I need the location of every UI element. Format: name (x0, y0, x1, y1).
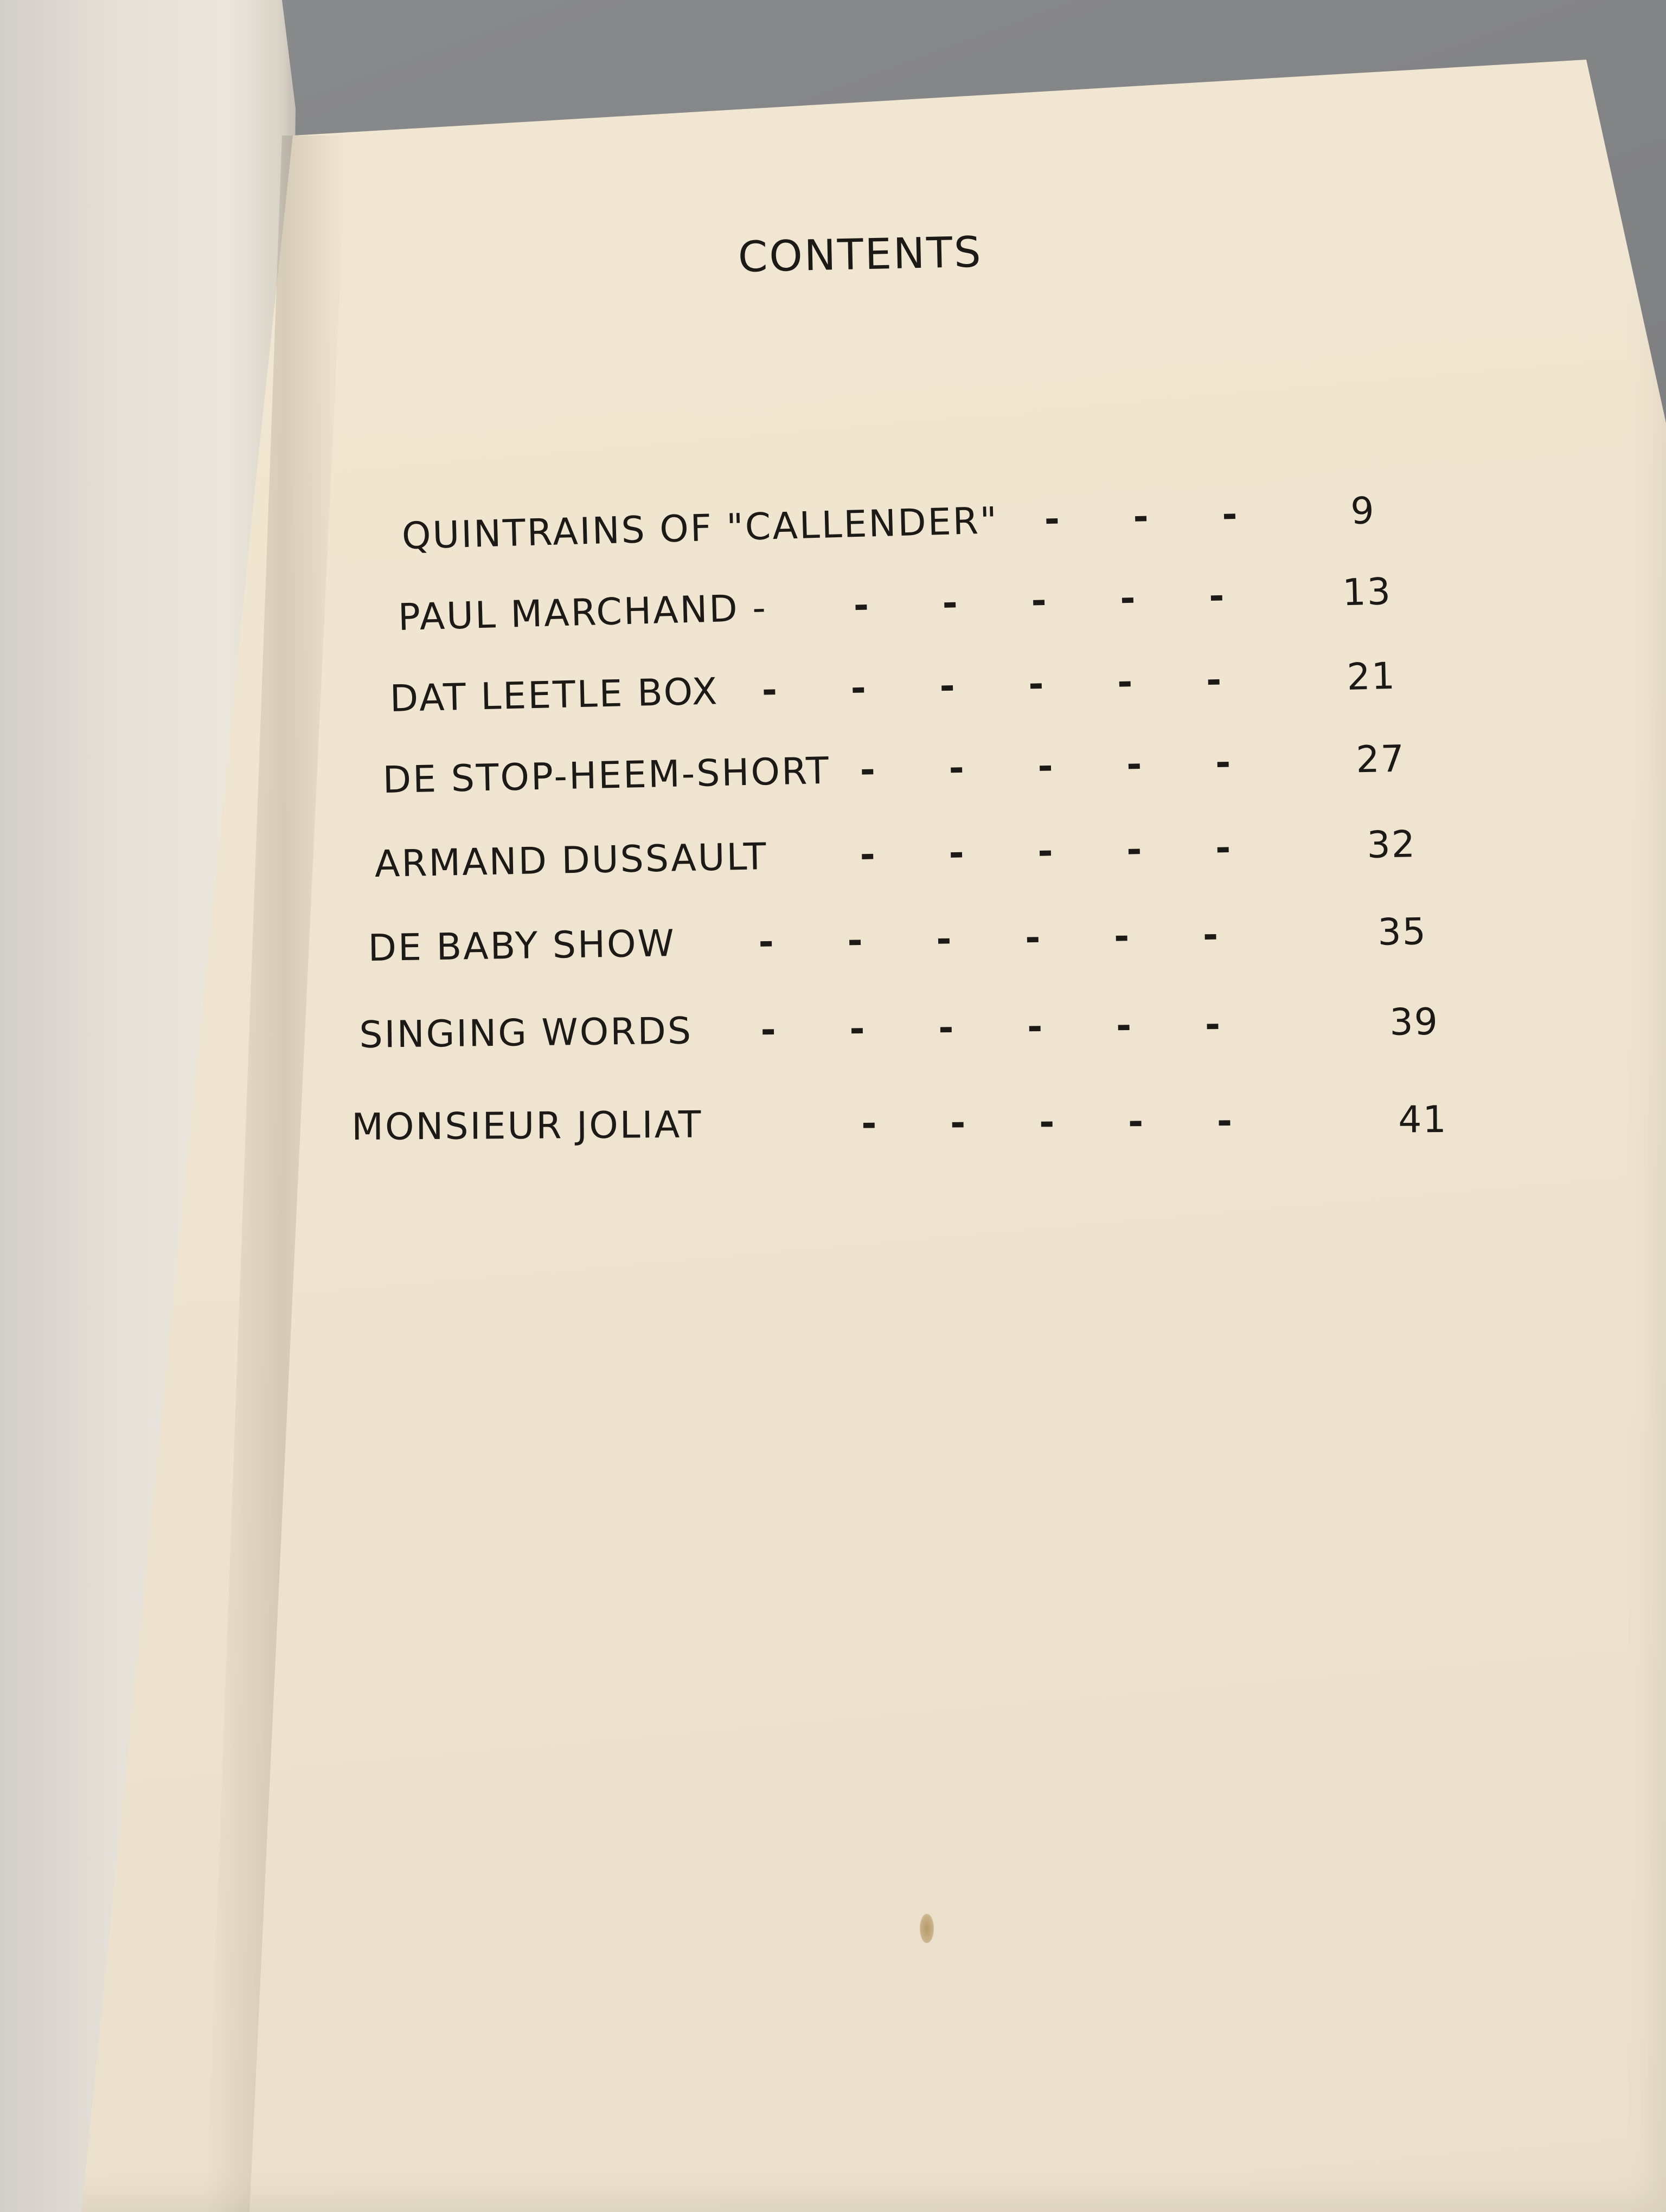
toc-entry-page: 9 (1350, 490, 1376, 533)
toc-entry-leader: - - - - - - (760, 1003, 1221, 1052)
toc-entry-leader: - - - - - (859, 826, 1232, 877)
toc-entry-leader: - - - - - - (761, 659, 1222, 712)
toc-entry-title: ARMAND DUSSAULT (374, 835, 768, 886)
toc-entry-leader: - - - (1043, 493, 1238, 541)
toc-entry-leader: - - - - - (859, 741, 1232, 792)
toc-entry (351, 1098, 1448, 1149)
toc-entry-page: 27 (1355, 737, 1406, 782)
toc-entry-leader: - - - - - (853, 575, 1225, 627)
toc-entry-title: DE BABY SHOW (368, 922, 676, 970)
toc-entry-title: QUINTRAINS OF "CALLENDER" (401, 499, 999, 558)
toc-entry-page: 21 (1346, 654, 1396, 699)
toc-entry-title: PAUL MARCHAND - (398, 587, 768, 639)
toc-entry-title: DAT LEETLE BOX (389, 670, 720, 721)
toc-entry-title: SINGING WORDS (359, 1009, 693, 1057)
toc-entry-title: MONSIEUR JOLIAT (351, 1103, 703, 1149)
toc-entry-title: DE STOP-HEEM-SHORT (382, 749, 831, 802)
toc-entry-page: 41 (1398, 1098, 1448, 1142)
contents-heading: CONTENTS (738, 228, 983, 282)
paper-stain (920, 1914, 934, 1943)
toc-entry-leader: - - - - - - (758, 914, 1219, 964)
toc-entry (359, 1000, 1439, 1057)
toc-entry-page: 35 (1377, 910, 1427, 954)
toc-entry-page: 13 (1342, 570, 1392, 615)
toc-entry-page: 39 (1389, 1000, 1439, 1044)
toc-entry-page: 32 (1366, 823, 1417, 867)
toc-entry-leader: - - - - - (861, 1099, 1233, 1146)
